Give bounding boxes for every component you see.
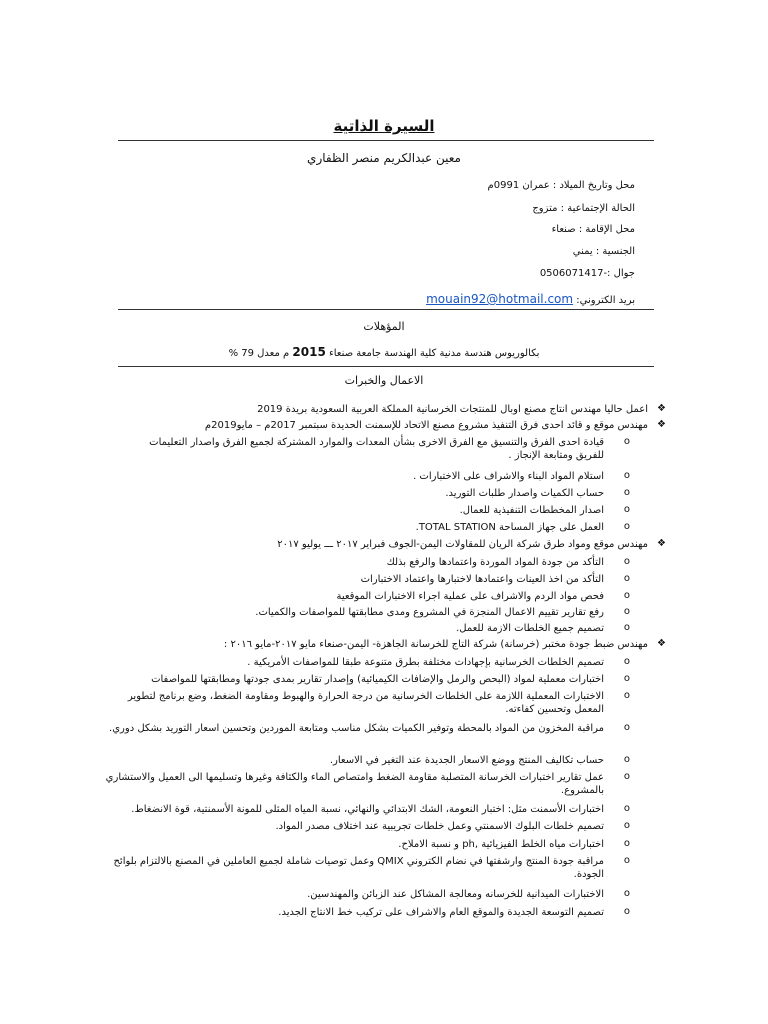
info-divider (118, 309, 654, 310)
diamond-bullet-icon: ❖ (657, 638, 666, 649)
experience-heading: الاعمال والخبرات (344, 374, 424, 387)
task-item: فحص مواد الردم والاشراف على عملية اجراء الاختبارات الموقعية (336, 591, 604, 602)
residence: محل الإقامة : صنعاء (551, 224, 635, 235)
task-item: الاختبارات المعملية اللازمة على الخلطات الخرسانية من درجة الحرارة والهبوط ومقاومة الضغط، وضع برنامج لتطوير المعمل وتحسين كفاءته. (127, 691, 604, 715)
job-item: اعمل حاليا مهندس انتاج مصنع اوبال للمنتجات الخرسانية المملكة العربية السعودية بريدة 2019 (257, 404, 648, 415)
circle-bullet-icon: o (623, 820, 630, 831)
task-item: تصميم الخلطات الخرسانية بإجهادات مختلفة بطرق متنوعة طبقا للمواصفات الأمريكية . (247, 657, 604, 668)
circle-bullet-icon: o (623, 470, 630, 481)
diamond-bullet-icon: ❖ (657, 419, 666, 430)
diamond-bullet-icon: ❖ (657, 538, 666, 549)
task-item: اصدار المخططات التنفيذية للعمال. (459, 505, 604, 516)
circle-bullet-icon: o (623, 673, 630, 684)
circle-bullet-icon: o (623, 504, 630, 515)
circle-bullet-icon: o (623, 436, 630, 447)
task-item: اختبارات مياه الخلط الفيزيائية ,ph و نسبة الاملاح. (398, 839, 604, 850)
task-item: التأكد من جودة المواد الموردة واعتمادها والرفع بذلك (386, 557, 604, 568)
circle-bullet-icon: o (623, 573, 630, 584)
task-item: مراقبة المخزون من المواد بالمحطة وتوفير الكميات بشكل مناسب ومتابعة الموردين وتحسين اسعار التوريد بشكل دوري. (109, 723, 604, 734)
email-link[interactable]: mouain92@hotmail.com (426, 292, 574, 306)
task-item: حساب تكاليف المنتج ووضع الاسعار الجديدة عند التغير في الاسعار. (329, 755, 604, 766)
title-divider (118, 140, 654, 141)
task-item: عمل تقارير اختبارات الخرسانة المتصلبة مقاومة الضغط وامتصاص الماء والكثافة وغيرها وتسليمها الى العميل والاستشاري بالمشروع. (105, 772, 604, 796)
email-row (426, 292, 635, 306)
task-item: اختبارات الأسمنت مثل: اختبار النعومة، الشك الابتدائي والنهائي، نسبة المياه المثلى للمونة الأسمنتية، قوة الانضغاط. (131, 804, 604, 815)
job-item: مهندس موقع و قائد احدى فرق التنفيذ مشروع مصنع الاتحاد للإسمنت الحديدة سبتمبر 2017م – مايو2019م (204, 420, 648, 431)
task-item: قيادة احدى الفرق والتنسيق مع الفرق الاخرى بشأن المعدات والموارد المشتركة لجميع الفرق واصدار التعليمات للفريق ومتابعة الإنجاز . (149, 437, 604, 461)
task-item: تصميم خلطات البلوك الاسمنتي وعمل خلطات تجريبية عند اختلاف مصدر المواد. (275, 821, 604, 832)
circle-bullet-icon: o (623, 888, 630, 899)
task-item: رفع تقارير تقييم الاعمال المنجزة في المشروع ومدى مطابقتها للمواصفات والكميات. (255, 607, 604, 618)
circle-bullet-icon: o (623, 722, 630, 733)
circle-bullet-icon: o (623, 690, 630, 701)
circle-bullet-icon: o (623, 855, 630, 866)
task-item: العمل على جهاز المساحة TOTAL STATION. (415, 522, 604, 533)
email-label: بريد الكتروني: (576, 295, 635, 306)
degree-line (0, 345, 768, 359)
circle-bullet-icon: o (623, 606, 630, 617)
job-item: مهندس ضبط جودة مختبر (خرسانة) شركة التاج للخرسانة الجاهزة- اليمن-صنعاء مايو ٢٠١٧-مايو ٢٠١٦ : (223, 639, 648, 650)
page-title: السيرة الذاتية (333, 117, 435, 135)
circle-bullet-icon: o (623, 803, 630, 814)
diamond-bullet-icon: ❖ (657, 403, 666, 414)
job-item: مهندس موقع ومواد طرق شركة الريان للمقاولات اليمن-الجوف فبراير ٢٠١٧ ـــ يوليو ٢٠١٧ (277, 539, 648, 550)
degree-grade: م معدل 79 % (228, 348, 290, 359)
task-item: تصميم جميع الخلطات الازمة للعمل. (456, 623, 604, 634)
degree-divider (118, 366, 654, 367)
circle-bullet-icon: o (623, 487, 630, 498)
degree-text: بكالوريوس هندسة مدنية كلية الهندسة جامعة صنعاء (329, 348, 540, 359)
circle-bullet-icon: o (623, 771, 630, 782)
circle-bullet-icon: o (623, 906, 630, 917)
circle-bullet-icon: o (623, 656, 630, 667)
marital-status: الحالة الإجتماعية : متزوج (532, 203, 635, 214)
circle-bullet-icon: o (623, 838, 630, 849)
circle-bullet-icon: o (623, 521, 630, 532)
circle-bullet-icon: o (623, 590, 630, 601)
task-item: التأكد من اخذ العينات واعتمادها لاختبارها واعتماد الاختبارات (360, 574, 604, 585)
task-item: حساب الكميات واصدار طلبات التوريد. (445, 488, 604, 499)
circle-bullet-icon: o (623, 622, 630, 633)
qualifications-heading: المؤهلات (363, 320, 405, 333)
task-item: اختبارات معملية لمواد (البحص والرمل والإضافات الكيميائية) وإصدار تقارير بمدى جودتها ومطابقتها للمواصفات (151, 674, 604, 685)
task-item: الاختبارات الميدانية للخرسانه ومعالجة المشاكل عند الزبائن والمهندسين. (307, 889, 604, 900)
circle-bullet-icon: o (623, 556, 630, 567)
degree-year: 2015 (292, 345, 326, 359)
mobile-number: جوال :-0506071417 (539, 268, 635, 279)
task-item: استلام المواد البناء والاشراف على الاختبارات . (413, 471, 604, 482)
task-item: مراقبة جودة المنتج وارشفتها في نضام الكتروني QMIX وعمل توصيات شاملة لجميع العاملين في المصنع بالالتزام بلوائح الجودة. (113, 856, 604, 880)
nationality: الجنسية : يمني (572, 246, 635, 257)
person-name: معين عبدالكريم منصر الظفاري (307, 151, 461, 165)
birth-info: محل وتاريخ الميلاد : عمران 0991م (487, 180, 635, 191)
circle-bullet-icon: o (623, 754, 630, 765)
task-item: تصميم التوسعة الجديدة والموقع العام والاشراف على تركيب خط الانتاج الجديد. (278, 907, 604, 918)
